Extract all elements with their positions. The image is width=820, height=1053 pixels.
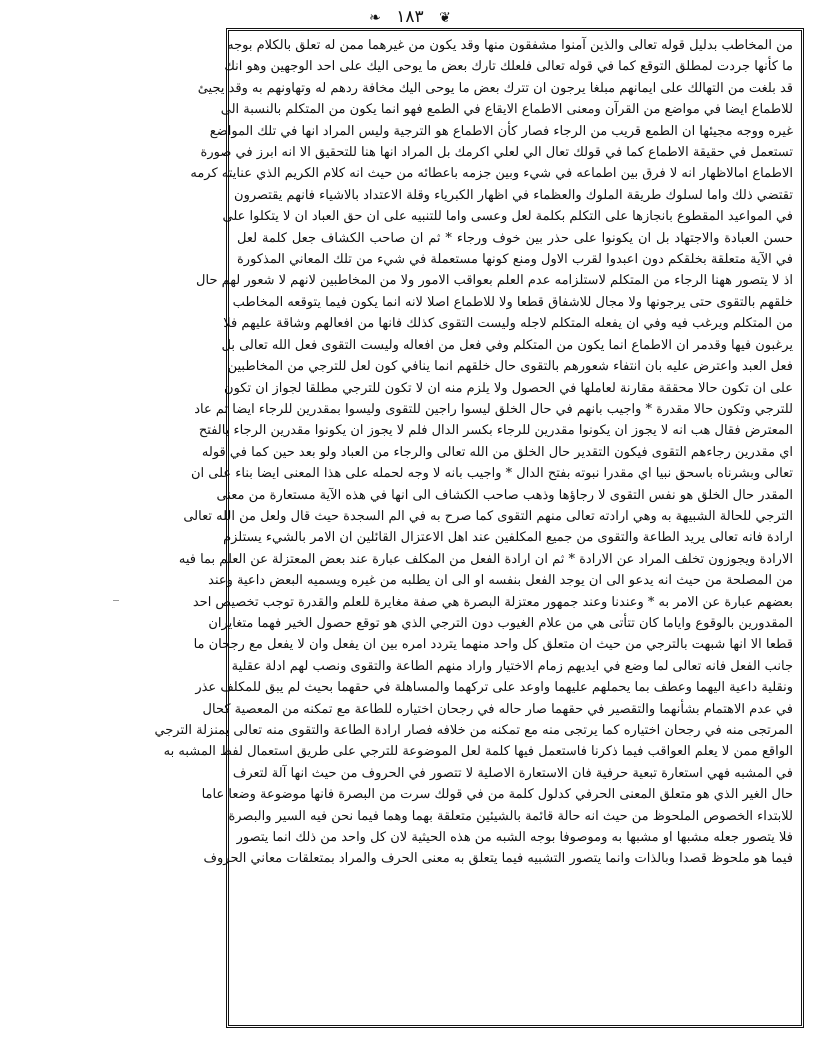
text-line: الواقع ممن لا يعلم العواقب فيما ذكرنا فاستعمل فيها كلمة لعل الموضوعة للترجي على طريق استعمال لفظ المشبه به bbox=[163, 744, 793, 760]
text-line: حال الغير الذي هو متعلق المعنى الحرفي كدلول كلمة من في قولك سرت من البصرة فانها موضوعة وضعا عاما bbox=[201, 787, 793, 803]
text-line: الاطماع امالاظهار انه لا فرق بين اطماعه في شيء وبين جزمه باعطائه من حيث انه كلام الكريم الذي عنايته كرمه bbox=[190, 166, 793, 182]
text-line: قد بلغت من التهالك على ايمانهم مبلغا يرجون ان تترك بعض ما يوحى اليك مخافة ردهم له وتهاونهم به وقد يجيئ bbox=[197, 80, 793, 96]
text-line: اي مقدرين رجاءهم التقوى فيكون التقدير حال الخلق من الله تعالى والرجاء من العباد ولو بعد حين كما في قوله bbox=[201, 444, 793, 460]
text-line: المقدورين بالوقوع واياما كان تتأتى هي من علام الغيوب دون الترجي الذي هو توقع حصول الخير فهما متغايران bbox=[208, 615, 793, 631]
page-number: ١٨٣ bbox=[396, 7, 424, 27]
text-line: ما كأنها جردت لمطلق التوقع كما في قوله تعالى فلعلك تارك بعض ما يوحى اليك على احد الوجهين وهو انك bbox=[224, 59, 793, 75]
text-line: على ان تكون حالا محققة مقارنة لعاملها في الحصول ولا يلزم منه ان لا تكون للترجي مطلقا لجواز ان تكون bbox=[224, 380, 793, 396]
text-line: من المصلحة من حيث انه يدعو الى ان يوجد الفعل بنفسه او الى ان يطلبه من غيره ويسميه البعض داعية وعند bbox=[208, 573, 793, 589]
text-line: فيما هو ملحوظ قصدا وبالذات وانما يتصور التشبيه فيما يتعلق به معنى الحرف والمراد بمتعلقات معاني الحروف bbox=[203, 851, 793, 867]
body-text bbox=[154, 35, 793, 870]
margin-mark bbox=[113, 600, 119, 601]
text-line: اذ لا يتصور ههنا الرجاء من المتكلم لاستلزامه عدم العلم بعواقب الامور ولا من المخاطبين لانهم لا شعور لهم حال bbox=[196, 273, 793, 289]
ornament-right-icon: ❦ bbox=[439, 10, 451, 26]
text-line: غيره ووجه مجيئها ان الطمع قريب من الرجاء فصار كأن الاطماع هو الترجية وليس المراد انها في تلك المواضع bbox=[209, 123, 793, 139]
text-line: المرتجى منه في رجحان اختياره كما يرتجى منه مع تمكنه من خلافه فصار ارادة الطاعة والتقوى منه تعالى بمنزلة الترجي bbox=[154, 723, 793, 738]
text-line: تعالى وبشرناه باسحق نبيا اي مقدرا نبوته بفتح الدال * واجيب بانه لا وجه لحمله على هذا المعنى ايضا بناء على ان bbox=[190, 466, 793, 482]
ornament-left-icon: ❧ bbox=[369, 10, 381, 26]
text-line: من المخاطب بدليل قوله تعالى والذين آمنوا مشفقون منها وقد يكون من غيرهما ممن له تعلق بالكلام بوجه bbox=[227, 38, 793, 53]
text-line: للاطماع ايضا في مواضع من القرآن ومعنى الاطماع الايقاع في الطمع فهو انما يكون من المتكلم بالنسبة الى bbox=[220, 102, 793, 118]
text-line: تستعمل في حقيقة الاطماع كما في قولك تعال الي لعلي اكرمك بل المراد انها هنا للتحقيق الا انه ابرز في صورة bbox=[200, 145, 793, 161]
text-line: ارادة فانه تعالى يريد الطاعة والتقوى من جميع المكلفين عند اهل الاعتزال القائلين ان الامر بالشيء يستلزم bbox=[223, 530, 793, 546]
text-line: المعترض فقال هب انه لا يجوز ان يكونوا مقدرين للرجاء بكسر الدال فلم لا يجوز ان يكونوا مقدرين الرجاء بالفتح bbox=[198, 423, 793, 439]
text-line: حسن العبادة والاجتهاد بل ان يكونوا على حذر بين خوف ورجاء * ثم ان صاحب الكشاف جعل كلمة لعل bbox=[237, 230, 793, 246]
text-line: بعضهم عبارة عن الامر به * وعندنا وعند جمهور معتزلة البصرة هي صفة مغايرة للعلم والقدرة توجب تخصيص احد bbox=[192, 594, 793, 610]
text-line: قطعا الا انها شبهت بالترجي من حيث ان متعلق كل واحد منهما يتردد امره بين ان يفعل وان لا يفعل مع رجحان ما bbox=[193, 637, 793, 653]
text-line: يرغبون فيها وقدمر ان الاطماع انما يكون من المتكلم وفي فعل من افعاله وليست التقوى فعل الله تعالى بل bbox=[221, 337, 793, 353]
text-line: في المواعيد المقطوع بانجازها على التكلم بكلمة لعل وعسى واما للتنبيه على ان حق العباد ان لا يتكلوا على bbox=[222, 209, 793, 225]
text-line: للترجي وتكون حالا مقدرة * واجيب بانهم في حال الخلق ليسوا راجين للتقوى وليسوا بمقدرين للرجاء ايضا ثم عاد bbox=[194, 401, 793, 417]
page-header bbox=[0, 6, 820, 29]
text-line: الارادة ويجوزون تخلف المراد عن الارادة * ثم ان ارادة الفعل من المكلف عبارة عند بعض المعتزلة عن العلم بما فيه bbox=[178, 551, 793, 567]
text-line: خلقهم بالتقوى حتى يرجونها ولا مجال للاشفاق قطعا ولا للاطماع اصلا لانه انما يكون فيما يتوقعه المخاطب bbox=[232, 294, 793, 310]
text-line: تقتضي ذلك واما لسلوك طريقة الملوك والعظماء في اظهار الكبرياء وقلة الاعتداد بالاشياء فانهم يقتصرون bbox=[234, 187, 793, 203]
text-line: فلا يتصور جعله مشبها او مشبها به وموصوفا بوجه الشبه من هذه الحيثية لان كل واحد من ذلك انما يتصور bbox=[236, 830, 793, 846]
text-frame bbox=[154, 28, 804, 1028]
text-line: فعل العبد واعترض عليه بان انتفاء شعورهم بالتقوى حال خلقهم انما ينافي كون لعل للترجي من المخاطبين bbox=[227, 359, 793, 375]
text-line: من المتكلم ويرغب فيه وفي ان يفعله المتكلم لاجله وليست التقوى كذلك فانها من افعالهم وشاقة عليهم فلا bbox=[223, 316, 793, 332]
text-line: ونقلية داعية اليهما وعطف بما يحملهم عليهما واوعد على تركهما والمساهلة في حقهما بحيث لم يبق للمكلف عذر bbox=[195, 680, 793, 696]
text-line: في الآية متعلقة بخلقكم دون اعبدوا لقرب الاول ومنع كونها مستعملة في شيء من تلك المعاني المذكورة bbox=[237, 252, 793, 268]
text-line: للابتداء الخصوص الملحوظ من حيث انه حالة قائمة بالشيئين متعلقة بهما وهما فيما نحن فيه السير والبصرة bbox=[228, 808, 793, 824]
text-line: في المشبه فهي استعارة تبعية حرفية فان الاستعارة الاصلية لا تتصور في الحروف من حيث انها آلة لتعرف bbox=[232, 765, 793, 781]
text-line: المقدر حال الخلق هو نفس التقوى لا رجاؤها وذهب صاحب الكشاف الى انها في هذه الآية مستعارة من معنى bbox=[216, 487, 793, 503]
text-line: جانب الفعل فانه تعالى لما وضع في ايديهم زمام الاختيار واراد منهم الطاعة والتقوى ونصب لهم ادلة عقلية bbox=[231, 658, 793, 674]
text-line: الترجي للحالة الشبيهة به وهي ارادته تعالى منهم التقوى كما صرح به في الم السجدة حيث قال ولعل من الله تعالى bbox=[183, 508, 793, 524]
text-line: في عدم الاهتمام بشأنهما والتقصير في حقهما صار حاله في رجحان اختياره للطاعة مع تمكنه من المعصية كحال bbox=[202, 701, 793, 717]
